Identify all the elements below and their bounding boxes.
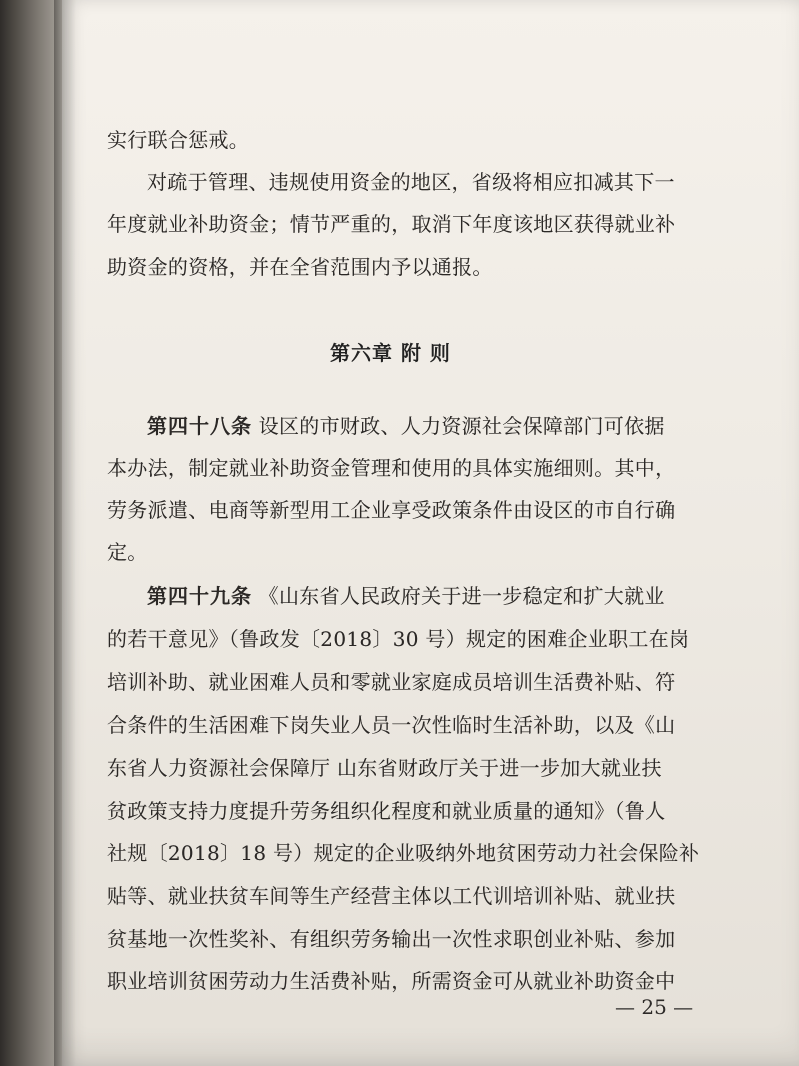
article-48-label: 第四十八条 [147, 414, 252, 438]
left-page-edge [0, 0, 62, 1066]
body-line-2: 对疏于管理、违规使用资金的地区，省级将相应扣减其下一 [147, 170, 675, 194]
body-line-12: 贫政策支持力度提升劳务组织化程度和就业质量的通知》（鲁人 [107, 799, 666, 823]
body-line-14: 贴等、就业扶贫车间等生产经营主体以工代训培训补贴、就业扶 [107, 884, 676, 908]
body-line-5: 本办法，制定就业补助资金管理和使用的具体实施细则。其中， [107, 456, 676, 480]
article-48-first-line-text: 设区的市财政、人力资源社会保障部门可依据 [258, 414, 665, 438]
page-number: — 25 — [615, 995, 694, 1019]
body-line-11: 东省人力资源社会保障厅 山东省财政厅关于进一步加大就业扶 [107, 756, 662, 780]
body-line-6: 劳务派遣、电商等新型用工企业享受政策条件由设区的市自行确 [107, 498, 676, 522]
body-line-10: 合条件的生活困难下岗失业人员一次性临时生活补助，以及《山 [107, 713, 676, 737]
body-line-8: 的若干意见》（鲁政发〔2018〕30 号）规定的困难企业职工在岗 [107, 627, 690, 651]
body-line-7: 定。 [107, 540, 148, 564]
article-48-first-line [147, 414, 733, 438]
body-line-16: 职业培训贫困劳动力生活费补贴，所需资金可从就业补助资金中 [107, 969, 676, 993]
body-line-4: 助资金的资格，并在全省范围内予以通报。 [107, 255, 493, 279]
body-line-13: 社规〔2018〕18 号）规定的企业吸纳外地贫困劳动力社会保险补 [107, 841, 700, 865]
article-49-label: 第四十九条 [147, 584, 252, 608]
article-49-first-line [147, 584, 733, 608]
article-49-first-line-text: 《山东省人民政府关于进一步稳定和扩大就业 [258, 584, 665, 608]
body-line-9: 培训补助、就业困难人员和零就业家庭成员培训生活费补贴、符 [107, 670, 676, 694]
body-line-15: 贫基地一次性奖补、有组织劳务输出一次性求职创业补贴、参加 [107, 927, 676, 951]
chapter-title: 第六章 附 则 [330, 341, 451, 365]
book-gutter-shadow [54, 0, 76, 1066]
body-line-3: 年度就业补助资金；情节严重的，取消下年度该地区获得就业补 [107, 212, 676, 236]
body-line-1: 实行联合惩戒。 [107, 128, 250, 152]
